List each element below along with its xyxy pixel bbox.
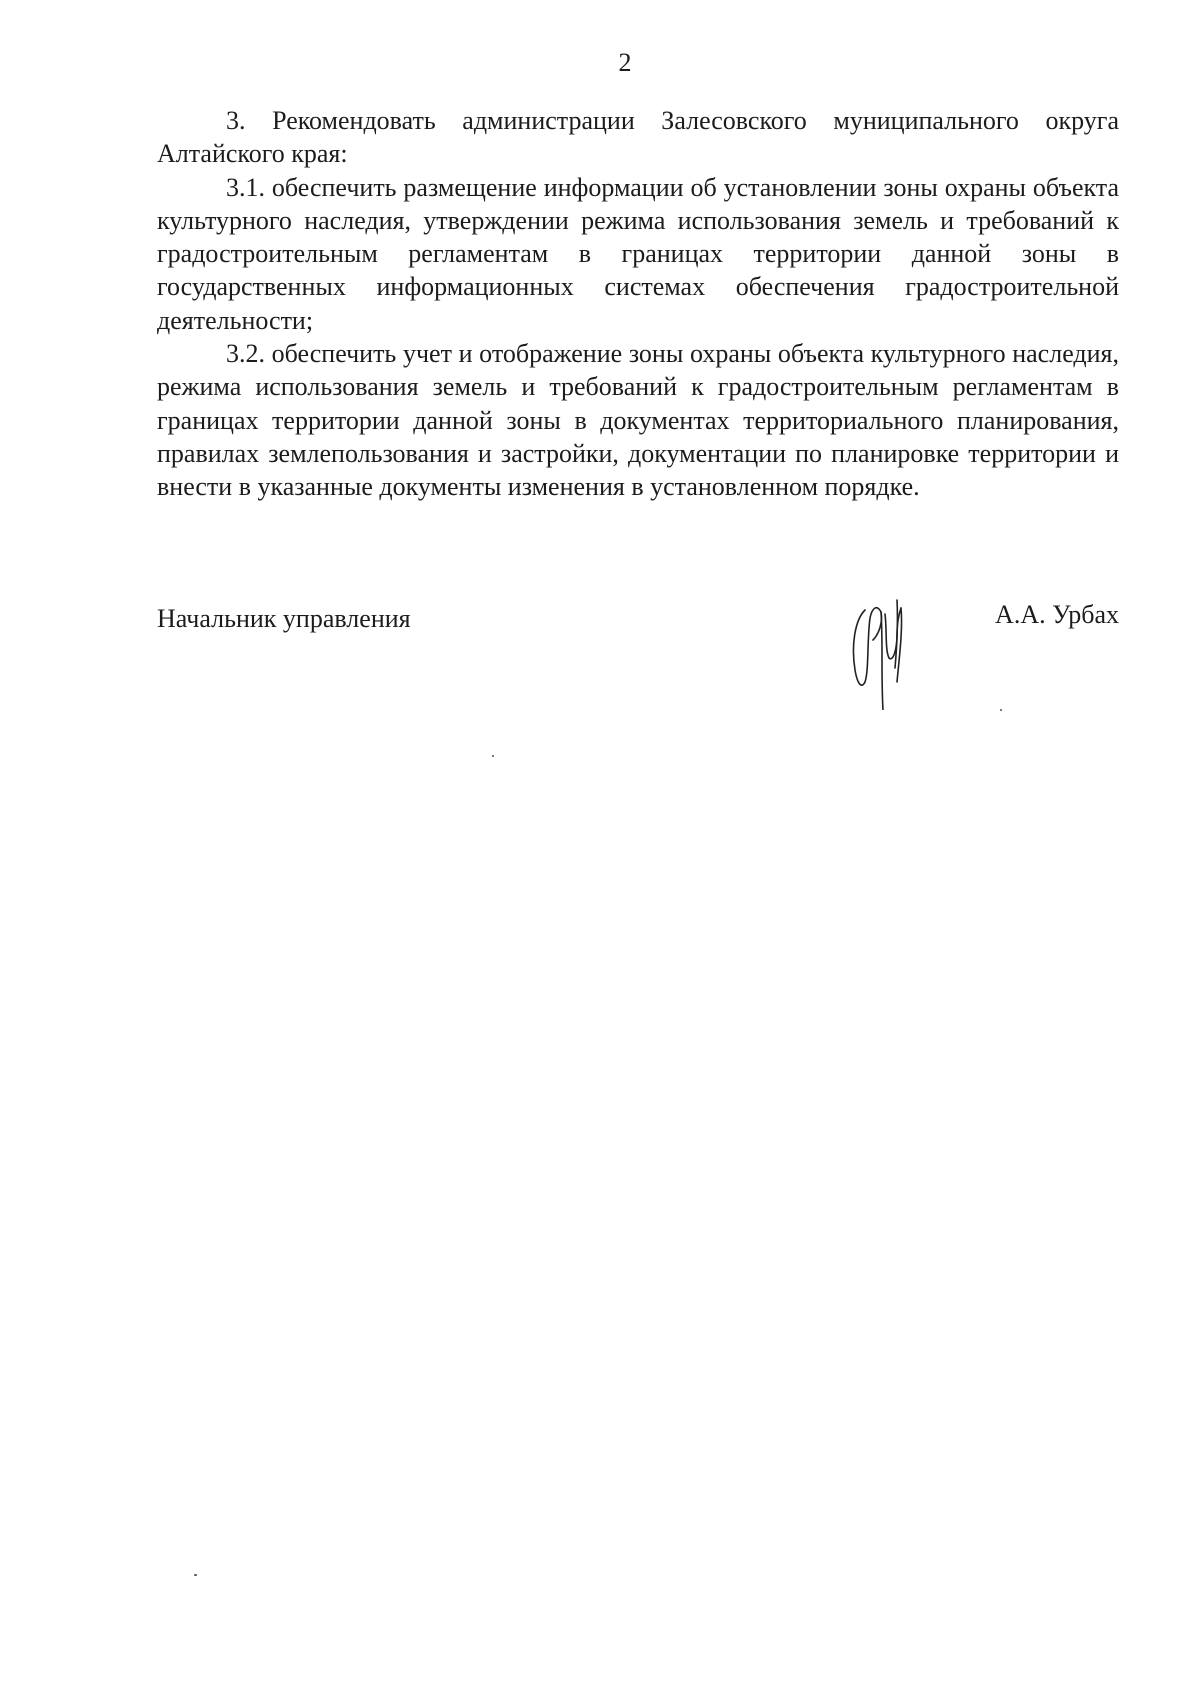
scan-speck [492, 755, 494, 757]
signer-name: А.А. Урбах [995, 600, 1119, 629]
paragraph-3: 3. Рекомендовать администрации Залесовского муниципального округа Алтайского края: [157, 106, 1119, 169]
scan-speck [1000, 709, 1002, 711]
paragraph-3-2: 3.2. обеспечить учет и отображение зоны охраны объекта культурного наследия, режима использования земель и требований к градостроительным регламентам в границах территории данной зоны в документах территориального планирования, правилах землепользования и застройки, документации по планировке территории и внести в указанные документы изменения в установленном порядке. [157, 339, 1119, 502]
signature-block [157, 590, 1119, 710]
paragraph-3-1: 3.1. обеспечить размещение информации об установлении зоны охраны объекта культурного наследия, утверждении режима использования земель и требований к градостроительным регламентам в границах территории данной зоны в государственных информационных системах обеспечения градостроительной деятельности; [157, 172, 1119, 335]
page-number: 2 [618, 48, 632, 77]
document-body [157, 104, 1119, 504]
scan-speck [194, 1574, 197, 1576]
signer-title: Начальник управления [157, 604, 411, 633]
handwritten-signature-icon [837, 590, 927, 710]
